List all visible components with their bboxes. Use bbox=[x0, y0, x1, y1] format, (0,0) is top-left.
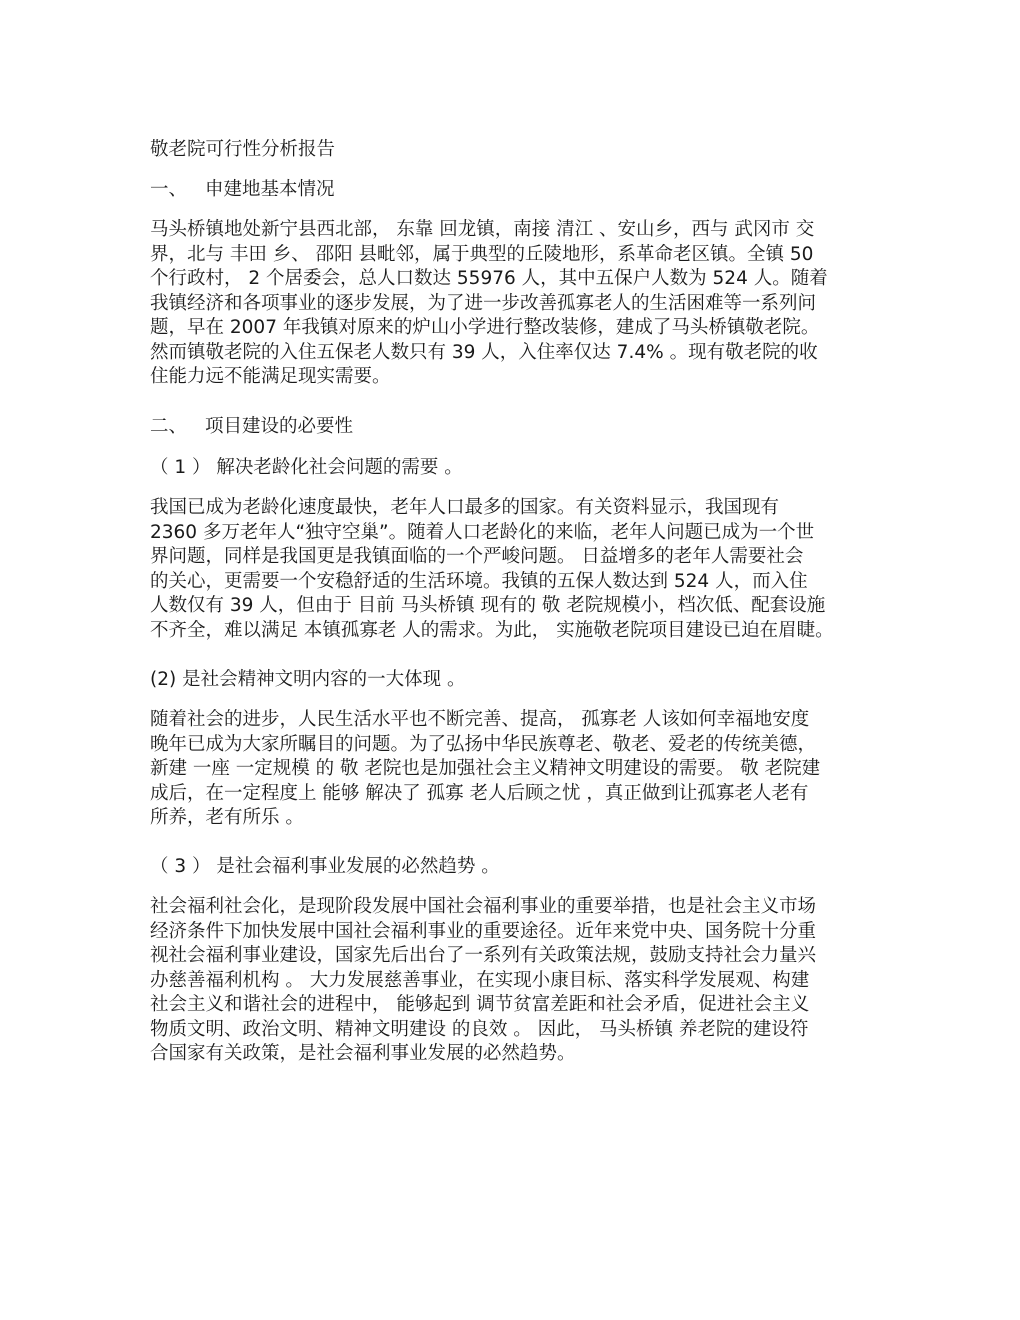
paragraph-line: 的关心，更需要一个安稳舒适的生活环境。我镇的五保人数达到 524 人，而入住 bbox=[150, 570, 808, 592]
paragraph-line: 社会主义和谐社会的进程中， 能够起到 调节贫富差距和社会矛盾，促进社会主义 bbox=[150, 994, 810, 1015]
subsection3-paragraph bbox=[150, 895, 890, 1067]
paragraph-line: 2360 多万老年人“独守空巢”。随着人口老龄化的来临，老年人问题已成为一个世 bbox=[150, 521, 815, 543]
paragraph-line: 人数仅有 39 人，但由于 目前 马头桥镇 现有的 敬 老院规模小，档次低、配套设施 bbox=[150, 595, 826, 616]
paragraph-line: 经济条件下加快发展中国社会福利事业的重要途径。近年来党中央、国务院十分重 bbox=[150, 920, 817, 942]
paragraph-line: 不齐全，难以满足 本镇孤寡老 人的需求。为此， 实施敬老院项目建设已迫在眉睫。 bbox=[150, 619, 834, 641]
paragraph-line: 界问题，同样是我国更是我镇面临的一个严峻问题。 日益增多的老年人需要社会 bbox=[150, 546, 804, 567]
paragraph-line: 社会福利社会化，是现阶段发展中国社会福利事业的重要举措，也是社会主义市场 bbox=[150, 896, 817, 917]
paragraph-line: 我国已成为老龄化速度最快，老年人口最多的国家。有关资料显示，我国现有 bbox=[150, 497, 780, 518]
paragraph-line: 视社会福利事业建设，国家先后出台了一系列有关政策法规，鼓励支持社会力量兴 bbox=[150, 945, 817, 966]
subsection2-heading: (2) 是社会精神文明内容的一大体现 。 bbox=[150, 669, 466, 690]
section1-number: 一、 bbox=[150, 179, 188, 200]
paragraph-line: 住能力远不能满足现实需要。 bbox=[150, 366, 391, 387]
section1-heading bbox=[150, 178, 335, 203]
section2-heading-text: 项目建设的必要性 bbox=[205, 416, 354, 437]
paragraph-line: 办慈善福利机构 。 大力发展慈善事业，在实现小康目标、落实科学发展观、构建 bbox=[150, 969, 810, 991]
paragraph-line: 合国家有关政策，是社会福利事业发展的必然趋势。 bbox=[150, 1043, 576, 1064]
paragraph-line: 马头桥镇地处新宁县西北部， 东靠 回龙镇，南接 清江 、安山乡，西与 武冈市 交 bbox=[150, 219, 815, 240]
subsection1-heading: （ 1 ） 解决老龄化社会问题的需要 。 bbox=[150, 457, 463, 478]
subsection3-heading: （ 3 ） 是社会福利事业发展的必然趋势 。 bbox=[150, 856, 500, 877]
paragraph-line: 随着社会的进步，人民生活水平也不断完善、提高， 孤寡老 人该如何幸福地安度 bbox=[150, 709, 810, 730]
paragraph-line: 成后，在一定程度上 能够 解决了 孤寡 老人后顾之忧 ，真正做到让孤寡老人老有 bbox=[150, 782, 809, 804]
paragraph-line: 物质文明、政治文明、精神文明建设 的良效 。 因此， 马头桥镇 养老院的建设符 bbox=[150, 1018, 809, 1040]
subsection1-paragraph bbox=[150, 496, 890, 643]
paragraph-line: 所养，老有所乐 。 bbox=[150, 807, 304, 828]
subsection2-paragraph bbox=[150, 708, 890, 831]
paragraph-line: 我镇经济和各项事业的逐步发展，为了进一步改善孤寡老人的生活困难等一系列问 bbox=[150, 292, 817, 314]
section2-heading bbox=[150, 415, 353, 440]
paragraph-line: 然而镇敬老院的入住五保老人数只有 39 人，入住率仅达 7.4% 。现有敬老院的收 bbox=[150, 341, 818, 363]
paragraph-line: 新建 一座 一定规模 的 敬 老院也是加强社会主义精神文明建设的需要。 敬 老院建 bbox=[150, 758, 821, 779]
section2-number: 二、 bbox=[150, 416, 188, 437]
paragraph-line: 界，北与 丰田 乡、 邵阳 县毗邻，属于典型的丘陵地形，系革命老区镇。全镇 50 bbox=[150, 243, 814, 265]
paragraph-line: 个行政村， 2 个居委会，总人口数达 55976 人，其中五保户人数为 524 人。随着 bbox=[150, 268, 828, 289]
section1-heading-text: 申建地基本情况 bbox=[205, 179, 335, 200]
document-title: 敬老院可行性分析报告 bbox=[150, 139, 336, 160]
paragraph-line: 题，早在 2007 年我镇对原来的炉山小学进行整改装修，建成了马头桥镇敬老院。 bbox=[150, 317, 820, 338]
paragraph-line: 晚年已成为大家所瞩目的问题。为了弘扬中华民族尊老、敬老、爱老的传统美德， bbox=[150, 733, 817, 755]
section1-paragraph bbox=[150, 218, 890, 390]
